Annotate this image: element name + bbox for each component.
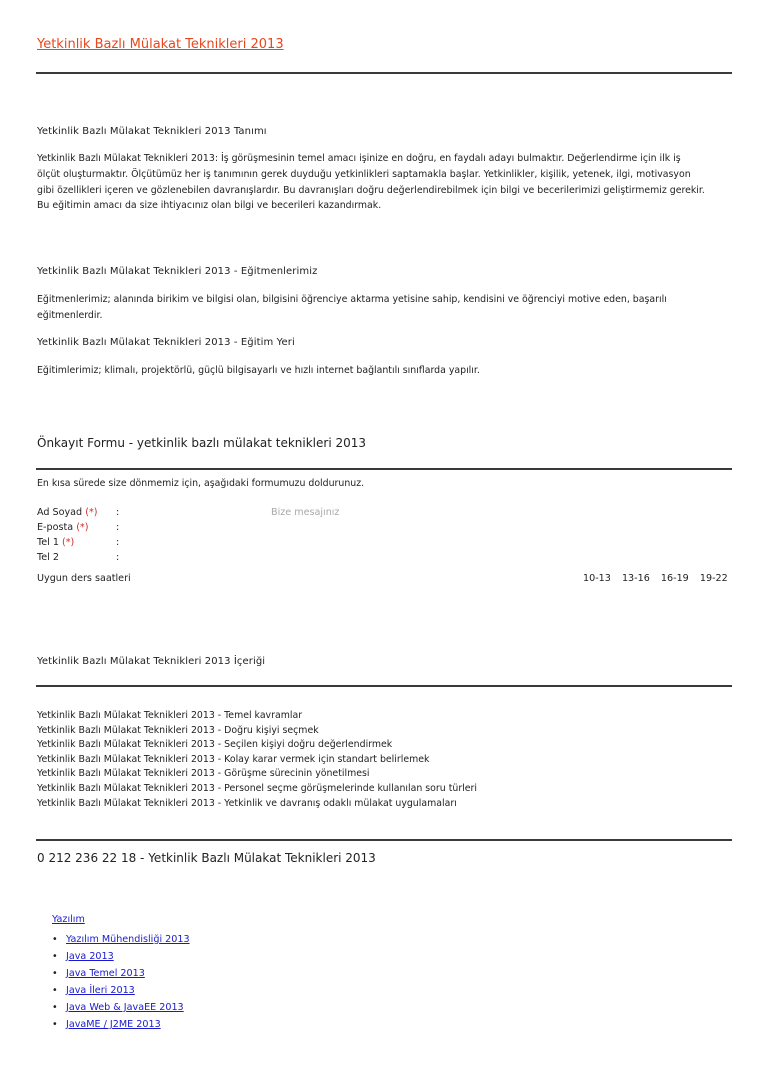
trainers-line: Eğitmenlerimiz; alanında birikim ve bilgisi olan, bilgisini öğrenciye aktarma yetisine sahip, kendisini ve öğrenciyi motive eden, başarılı bbox=[37, 294, 667, 305]
list-item: Yetkinlik Bazlı Mülakat Teknikleri 2013 - Doğru kişiyi seçmek bbox=[37, 724, 319, 736]
message-textarea[interactable]: Bize mesajınız bbox=[271, 507, 340, 518]
tel1-field-label bbox=[37, 537, 74, 548]
list-item bbox=[52, 965, 190, 982]
definition-line: gibi özellikleri içeren ve gözlenebilen davranışlardır. Bu davranışları doğru değerlendirebilmek için bilgi ve becerilerimizi geliştirmemiz gerekir. bbox=[37, 184, 705, 196]
contents-list bbox=[37, 709, 477, 811]
link-item[interactable]: Java 2013 bbox=[66, 951, 114, 962]
email-field-separator[interactable]: : bbox=[116, 522, 120, 533]
link-item[interactable]: Yazılım Mühendisliği 2013 bbox=[66, 934, 190, 945]
definition-line: ölçüt oluşturmaktır. Ölçütümüz her iş tanımının gerek duyduğu yetkinlikleri saptamakla başlar. Yetkinlikler, kişilik, yetenek, ilgi, motivasyon bbox=[37, 168, 691, 180]
tel2-label-text: Tel 2 bbox=[37, 552, 59, 563]
list-item bbox=[52, 948, 190, 965]
link-item[interactable]: Java Temel 2013 bbox=[66, 968, 145, 979]
list-item bbox=[52, 1016, 190, 1033]
name-field-separator[interactable]: : bbox=[116, 507, 120, 518]
definition-line: Bu eğitimin amacı da size ihtiyacınız olan bilgi ve becerileri kazandırmak. bbox=[37, 200, 382, 212]
definition-line: Yetkinlik Bazlı Mülakat Teknikleri 2013: İş görüşmesinin temel amacı işinize en doğru, en faydalı adayı bulmaktır. Değerlendirme için ilk iş bbox=[37, 153, 681, 164]
venue-text: Eğitimlerimiz; klimalı, projektörlü, güçlü bilgisayarlı ve hızlı internet bağlantılı sınıflarda yapılır. bbox=[37, 365, 480, 376]
bullet-icon: • bbox=[52, 1002, 58, 1013]
hour-option[interactable]: 16-19 bbox=[660, 573, 689, 584]
bullet-icon: • bbox=[52, 951, 58, 962]
required-mark: (*) bbox=[62, 537, 75, 548]
trainers-heading: Yetkinlik Bazlı Mülakat Teknikleri 2013 - Eğitmenlerimiz bbox=[37, 266, 318, 277]
divider bbox=[36, 685, 732, 687]
venue-heading: Yetkinlik Bazlı Mülakat Teknikleri 2013 - Eğitim Yeri bbox=[37, 337, 295, 348]
hours-label: Uygun ders saatleri bbox=[37, 573, 131, 584]
bullet-icon: • bbox=[52, 934, 58, 945]
tel2-field-label bbox=[37, 552, 59, 563]
list-item: Yetkinlik Bazlı Mülakat Teknikleri 2013 - Yetkinlik ve davranış odaklı mülakat uygulamaları bbox=[37, 797, 457, 809]
list-item bbox=[52, 931, 190, 948]
email-label-text: E-posta bbox=[37, 522, 74, 533]
form-intro bbox=[37, 476, 737, 492]
definition-heading: Yetkinlik Bazlı Mülakat Teknikleri 2013 Tanımı bbox=[37, 126, 267, 137]
divider bbox=[36, 468, 732, 470]
bullet-icon: • bbox=[52, 968, 58, 979]
name-field-label bbox=[37, 507, 98, 518]
list-item: Yetkinlik Bazlı Mülakat Teknikleri 2013 - Personel seçme görüşmelerinde kullanılan soru türleri bbox=[37, 782, 478, 794]
tel1-field-separator[interactable]: : bbox=[116, 537, 120, 548]
list-item bbox=[52, 999, 190, 1016]
hour-option[interactable]: 13-16 bbox=[621, 573, 650, 584]
page-title-link[interactable]: Yetkinlik Bazlı Mülakat Teknikleri 2013 bbox=[37, 37, 284, 52]
trainers-line: eğitmenlerdir. bbox=[37, 309, 103, 321]
trainers-paragraph bbox=[37, 292, 737, 324]
required-mark: (*) bbox=[85, 507, 98, 518]
list-item: Yetkinlik Bazlı Mülakat Teknikleri 2013 - Kolay karar vermek için standart belirlemek bbox=[37, 753, 430, 765]
contact-phone: 0 212 236 22 18 - Yetkinlik Bazlı Mülakat Teknikleri 2013 bbox=[37, 851, 376, 865]
hours-options bbox=[575, 573, 728, 584]
link-item[interactable]: JavaME / J2ME 2013 bbox=[66, 1019, 161, 1030]
form-heading: Önkayıt Formu - yetkinlik bazlı mülakat teknikleri 2013 bbox=[37, 436, 367, 450]
definition-paragraph bbox=[37, 151, 737, 214]
form-intro-text: En kısa sürede size dönmemiz için, aşağıdaki formumuzu doldurunuz. bbox=[37, 478, 365, 489]
bullet-icon: • bbox=[52, 985, 58, 996]
hour-option[interactable]: 10-13 bbox=[583, 573, 611, 584]
list-item: Yetkinlik Bazlı Mülakat Teknikleri 2013 - Temel kavramlar bbox=[37, 710, 303, 721]
divider bbox=[36, 839, 732, 841]
bullet-icon: • bbox=[52, 1019, 58, 1030]
tel2-field-separator[interactable]: : bbox=[116, 552, 120, 563]
link-list bbox=[52, 931, 190, 1033]
list-item: Yetkinlik Bazlı Mülakat Teknikleri 2013 - Seçilen kişiyi doğru değerlendirmek bbox=[37, 739, 393, 751]
list-item: Yetkinlik Bazlı Mülakat Teknikleri 2013 - Görüşme sürecinin yönetilmesi bbox=[37, 768, 370, 780]
related-links bbox=[52, 914, 190, 1033]
link-item[interactable]: Java Web & JavaEE 2013 bbox=[66, 1002, 184, 1013]
name-label-text: Ad Soyad bbox=[37, 507, 83, 518]
contents-heading: Yetkinlik Bazlı Mülakat Teknikleri 2013 İçeriği bbox=[37, 656, 266, 667]
hour-option[interactable]: 19-22 bbox=[699, 573, 728, 584]
list-item bbox=[52, 982, 190, 999]
link-category[interactable]: Yazılım bbox=[52, 914, 85, 925]
email-field-label bbox=[37, 522, 88, 533]
required-mark: (*) bbox=[76, 522, 89, 533]
link-item[interactable]: Java İleri 2013 bbox=[66, 985, 135, 996]
tel1-label-text: Tel 1 bbox=[37, 537, 59, 548]
divider bbox=[36, 72, 732, 74]
venue-paragraph bbox=[37, 363, 737, 379]
